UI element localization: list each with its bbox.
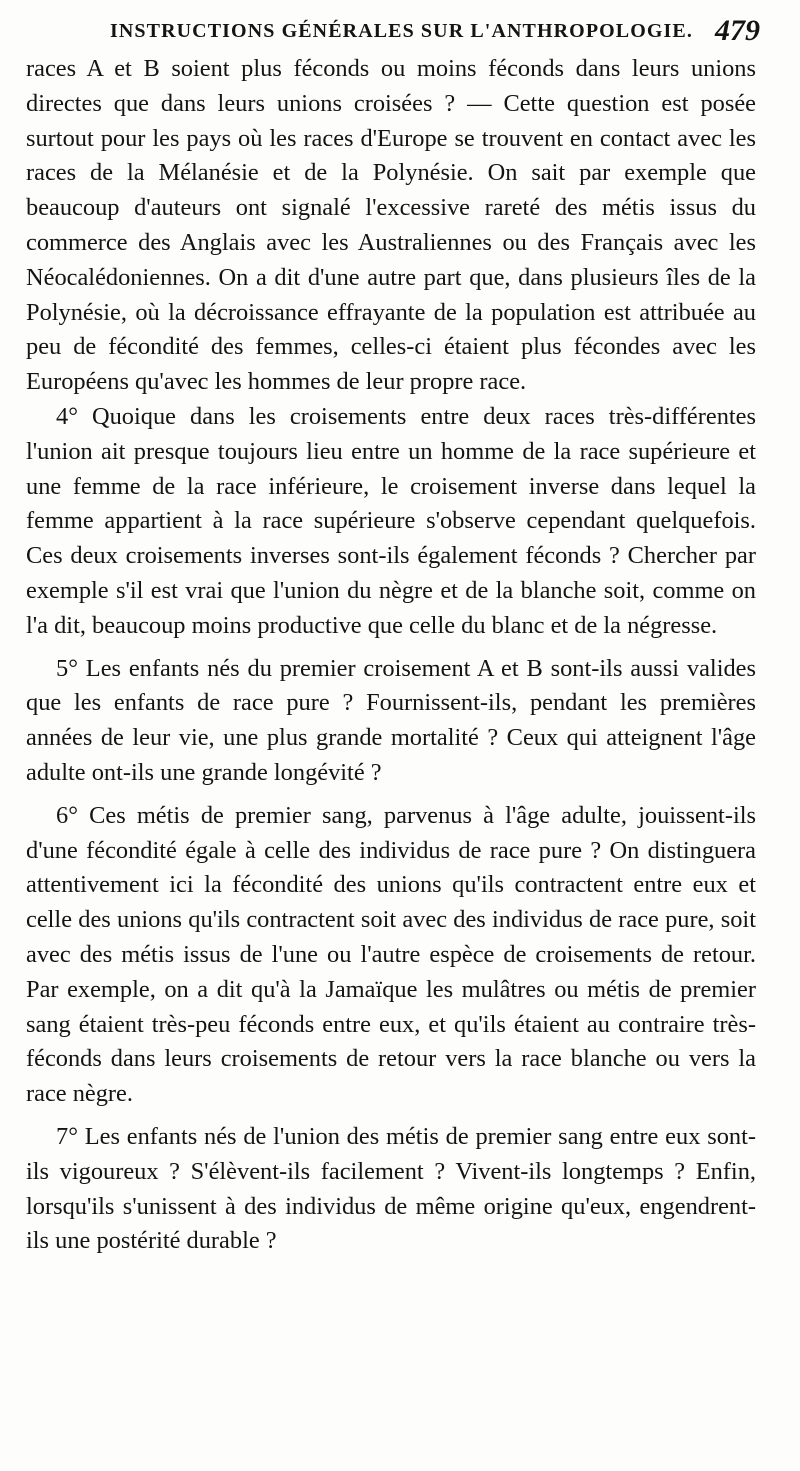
page-number: 479 bbox=[715, 14, 760, 47]
paragraph-question-5: 5° Les enfants nés du premier croisement A et B sont-ils aussi valides que les enfants de race pure ? Fournissent-ils, pendant les premières années de leur vie, une plus grande mortalité ? Ceux qui atteignent l'âge adulte ont-ils une grande longévité ? bbox=[26, 654, 756, 786]
paragraph-question-6: 6° Ces métis de premier sang, parvenus à l'âge adulte, jouissent-ils d'une fécondité égale à celle des individus de race pure ? On distinguera attentivement ici la fécondité des unions qu'ils contractent entre eux et celle des unions qu'ils contractent soit avec des individus de race pure, soit avec des métis issus de l'une ou l'autre espèce de croisements de retour. Par exemple, on a dit qu'à la Jamaïque les mulâtres ou métis de premier sang étaient très-peu féconds entre eux, et qu'ils étaient au contraire très-féconds dans leurs croisements de retour vers la race blanche ou vers la race nègre. bbox=[26, 801, 756, 1108]
paragraph-continuation: races A et B soient plus féconds ou moins féconds dans leurs unions directes que dans leurs unions croisées ? — Cette question est posée surtout pour les pays où les races d'Europe se trouvent en contact avec les races de la Mélanésie et de la Polynésie. On sait par exemple que beaucoup d'auteurs ont signalé l'excessive rareté des métis issus du commerce des Anglais avec les Australiennes ou des Français avec les Néocalédoniennes. On a dit d'une autre part que, dans plusieurs îles de la Polynésie, où la décroissance effrayante de la population est attribuée au peu de fécondité des femmes, celles-ci étaient plus fécondes avec les Européens qu'avec les hommes de leur propre race. bbox=[26, 55, 756, 396]
running-title: INSTRUCTIONS GÉNÉRALES SUR L'ANTHROPOLOGIE. bbox=[110, 20, 693, 42]
running-head bbox=[40, 14, 760, 50]
paragraph-question-7: 7° Les enfants nés de l'union des métis de premier sang entre eux sont-ils vigoureux ? S'élèvent-ils facilement ? Vivent-ils longtemps ? Enfin, lorsqu'ils s'unissent à des individus de même origine qu'eux, engendrent-ils une postérité durable ? bbox=[26, 1122, 756, 1255]
page-body bbox=[26, 52, 756, 1259]
paragraph-question-4: 4° Quoique dans les croisements entre deux races très-différentes l'union ait presque toujours lieu entre un homme de la race supérieure et une femme de la race inférieure, le croisement inverse dans lequel la femme appartient à la race supérieure s'observe cependant quelquefois. Ces deux croisements inverses sont-ils également féconds ? Chercher par exemple s'il est vrai que l'union du nègre et de la blanche soit, comme on l'a dit, beaucoup moins productive que celle du blanc et de la négresse. bbox=[26, 402, 756, 639]
